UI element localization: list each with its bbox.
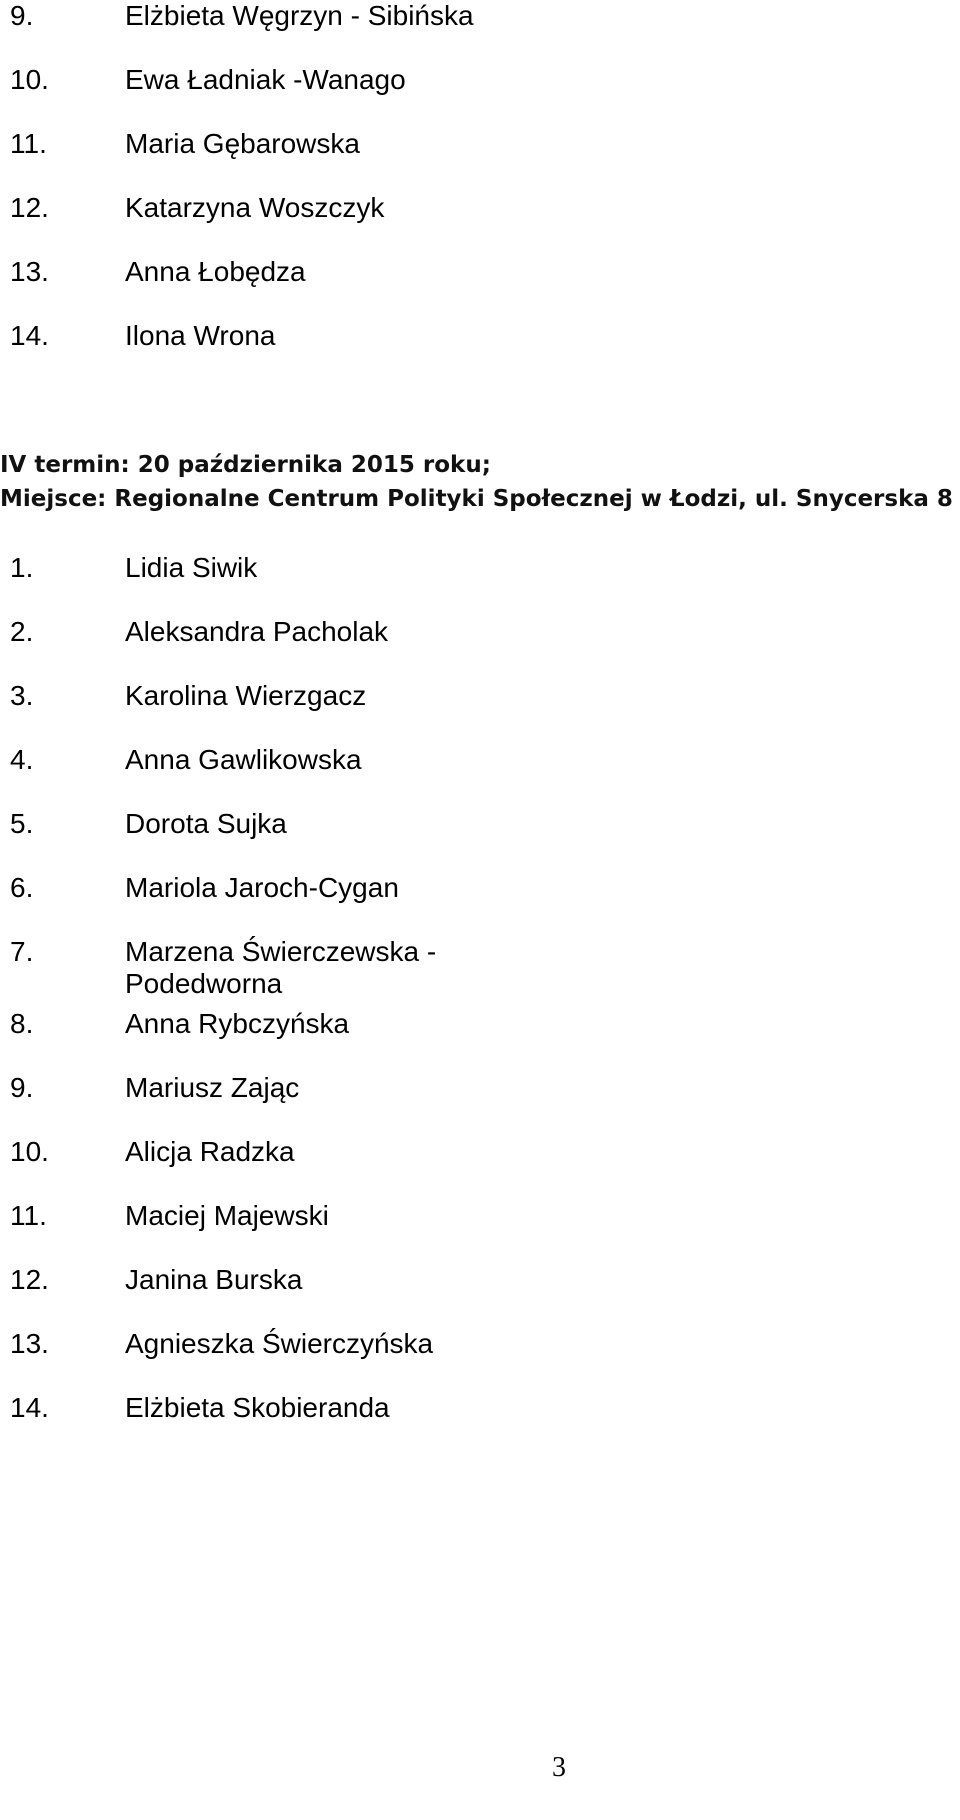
- list-item-name-line2: Podedworna: [125, 968, 283, 999]
- list-item-name: Maciej Majewski: [125, 1200, 329, 1231]
- list-item-name: Anna Rybczyńska: [125, 1008, 350, 1039]
- list-item-number: 11.: [10, 128, 47, 159]
- list-item-name: [125, 932, 436, 1004]
- list-item-number: 12.: [10, 192, 49, 223]
- list-item-name: Ilona Wrona: [125, 320, 276, 351]
- list-item-number: 11.: [10, 1200, 47, 1231]
- list-item-name: Agnieszka Świerczyńska: [125, 1328, 434, 1359]
- list-item-name: Aleksandra Pacholak: [125, 616, 389, 647]
- list-item-number: 10.: [10, 1136, 49, 1167]
- list-item: [0, 1068, 436, 1132]
- list-item-name: Elżbieta Węgrzyn - Sibińska: [125, 0, 474, 31]
- list-item-number: 10.: [10, 64, 49, 95]
- list-item-name: Mariusz Zając: [125, 1072, 300, 1103]
- list-item-name: Anna Gawlikowska: [125, 744, 362, 775]
- list-item-number: 9.: [10, 1072, 34, 1103]
- list-item: [0, 804, 436, 868]
- attendee-list: [0, 548, 436, 1452]
- list-item: [0, 192, 474, 256]
- list-item-name: Elżbieta Skobieranda: [125, 1392, 390, 1423]
- list-item-number: 12.: [10, 1264, 49, 1295]
- list-item-name: Alicja Radzka: [125, 1136, 295, 1167]
- list-item: [0, 740, 436, 804]
- list-item: [0, 932, 436, 1004]
- list-item: [0, 1196, 436, 1260]
- list-item-number: 5.: [10, 808, 34, 839]
- list-item-name-line1: Marzena Świerczewska -: [125, 936, 437, 967]
- attendee-list-continued: [0, 0, 474, 384]
- list-item-number: 2.: [10, 616, 34, 647]
- list-item-name: Janina Burska: [125, 1264, 303, 1295]
- list-item-name: Anna Łobędza: [125, 256, 306, 287]
- section-heading-date: IV termin: 20 października 2015 roku;: [0, 452, 491, 478]
- list-item-number: 8.: [10, 1008, 34, 1039]
- list-item: [0, 320, 474, 384]
- list-item: [0, 612, 436, 676]
- list-item-number: 4.: [10, 744, 34, 775]
- list-item-number: 7.: [10, 936, 34, 967]
- list-item-number: 9.: [10, 0, 34, 31]
- list-item-name: Ewa Ładniak -Wanago: [125, 64, 406, 95]
- list-item: [0, 1260, 436, 1324]
- list-item-name: Katarzyna Woszczyk: [125, 192, 385, 223]
- list-item-number: 13.: [10, 256, 49, 287]
- list-item-number: 14.: [10, 320, 49, 351]
- list-item-name: Mariola Jaroch-Cygan: [125, 872, 399, 903]
- list-item-name: Lidia Siwik: [125, 552, 258, 583]
- list-item: [0, 676, 436, 740]
- list-item: [0, 868, 436, 932]
- list-item: [0, 1132, 436, 1196]
- list-item-name: Maria Gębarowska: [125, 128, 360, 159]
- page-number: 3: [552, 1752, 566, 1783]
- list-item-name: Karolina Wierzgacz: [125, 680, 367, 711]
- list-item-number: 3.: [10, 680, 34, 711]
- list-item-number: 13.: [10, 1328, 49, 1359]
- list-item-number: 6.: [10, 872, 34, 903]
- list-item-number: 1.: [10, 552, 34, 583]
- list-item: [0, 548, 436, 612]
- list-item: [0, 1004, 436, 1068]
- list-item: [0, 1324, 436, 1388]
- section-heading-location: Miejsce: Regionalne Centrum Polityki Społecznej w Łodzi, ul. Snycerska 8: [0, 486, 953, 512]
- list-item: [0, 128, 474, 192]
- list-item: [0, 1388, 436, 1452]
- list-item-name: Dorota Sujka: [125, 808, 287, 839]
- list-item: [0, 0, 474, 64]
- list-item-number: 14.: [10, 1392, 49, 1423]
- list-item: [0, 64, 474, 128]
- list-item: [0, 256, 474, 320]
